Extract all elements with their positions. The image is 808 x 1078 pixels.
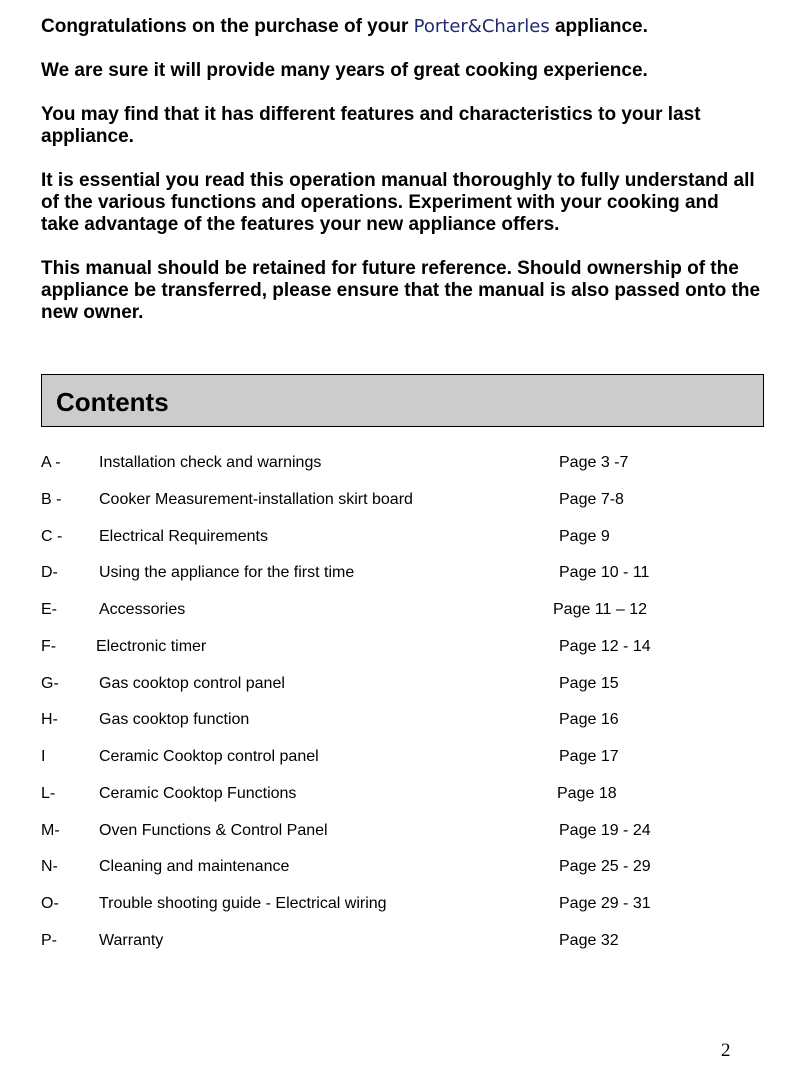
- toc-row: [41, 893, 761, 930]
- toc-page: Page 9: [559, 527, 610, 545]
- toc-row: [41, 562, 761, 599]
- toc-title: Gas cooktop function: [99, 711, 250, 729]
- intro-read-manual: It is essential you read this operation manual thoroughly to fully understand all of the various functions and operations. Experiment with your cooking and take advantage of the features your new appliance offers.: [41, 170, 755, 235]
- toc-row: [41, 746, 761, 783]
- toc-letter: M-: [41, 821, 60, 839]
- toc-title: Installation check and warnings: [99, 454, 322, 471]
- toc-title: Gas cooktop control panel: [99, 674, 285, 692]
- toc-letter: C -: [41, 527, 63, 545]
- toc-page: Page 11 – 12: [553, 601, 648, 618]
- toc-title: Cooker Measurement-installation skirt board: [99, 490, 413, 508]
- toc-title: Using the appliance for the first time: [99, 564, 355, 582]
- table-of-contents: [41, 452, 761, 967]
- toc-row: [41, 820, 761, 857]
- toc-title: Trouble shooting guide - Electrical wiring: [99, 895, 387, 912]
- contents-heading: Contents: [56, 387, 169, 417]
- toc-letter: H-: [41, 711, 58, 729]
- toc-row: [41, 489, 761, 526]
- toc-letter: I: [41, 748, 46, 765]
- toc-title: Ceramic Cooktop control panel: [99, 748, 319, 765]
- toc-page: Page 18: [557, 784, 617, 802]
- page-number: 2: [721, 1040, 731, 1061]
- toc-letter: L-: [41, 784, 56, 802]
- toc-title: Warranty: [99, 931, 164, 949]
- toc-letter: D-: [41, 564, 58, 582]
- toc-row: [41, 673, 761, 710]
- toc-letter: G-: [41, 674, 59, 692]
- toc-page: Page 12 - 14: [559, 637, 651, 655]
- toc-row: [41, 452, 761, 489]
- toc-page: Page 17: [559, 748, 619, 765]
- toc-letter: E-: [41, 601, 57, 618]
- toc-title: Cleaning and maintenance: [99, 858, 290, 876]
- toc-title: Electrical Requirements: [99, 527, 268, 545]
- toc-title: Ceramic Cooktop Functions: [99, 784, 297, 802]
- toc-letter: O-: [41, 895, 59, 912]
- toc-row: [41, 783, 761, 820]
- toc-page: Page 25 - 29: [559, 858, 651, 876]
- toc-row: [41, 599, 761, 636]
- toc-row: [41, 930, 761, 967]
- intro-features: You may find that it has different features and characteristics to your last appliance.: [41, 104, 701, 147]
- intro-congratulations: [41, 16, 761, 38]
- intro-experience: We are sure it will provide many years of great cooking experience.: [41, 60, 648, 81]
- toc-page: Page 16: [559, 711, 619, 729]
- congratulations-text: Congratulations on the purchase of your: [41, 16, 414, 37]
- toc-page: Page 19 - 24: [559, 821, 651, 839]
- toc-title: Accessories: [99, 601, 186, 618]
- toc-title: Electronic timer: [96, 637, 207, 655]
- toc-row: [41, 709, 761, 746]
- toc-letter: P-: [41, 931, 57, 949]
- toc-page: Page 10 - 11: [559, 564, 650, 582]
- toc-page: Page 7-8: [559, 490, 624, 508]
- toc-letter: N-: [41, 858, 58, 876]
- toc-letter: B -: [41, 490, 62, 508]
- appliance-text: appliance.: [549, 16, 648, 37]
- toc-letter: F-: [41, 637, 57, 655]
- toc-title: Oven Functions & Control Panel: [99, 821, 328, 839]
- intro-retain-manual: This manual should be retained for future reference. Should ownership of the appliance be transferred, please ensure that the manual is also passed onto the new owner.: [41, 258, 761, 323]
- toc-row: [41, 856, 761, 893]
- toc-letter: A -: [41, 454, 61, 471]
- toc-row: [41, 636, 761, 673]
- brand-name: Porter&Charles: [413, 16, 550, 37]
- toc-page: Page 32: [559, 931, 619, 949]
- toc-row: [41, 526, 761, 563]
- toc-page: Page 15: [559, 674, 619, 692]
- toc-page: Page 29 - 31: [559, 895, 651, 912]
- intro-section: [41, 16, 761, 346]
- contents-header-box: [41, 374, 764, 427]
- toc-page: Page 3 -7: [559, 454, 629, 471]
